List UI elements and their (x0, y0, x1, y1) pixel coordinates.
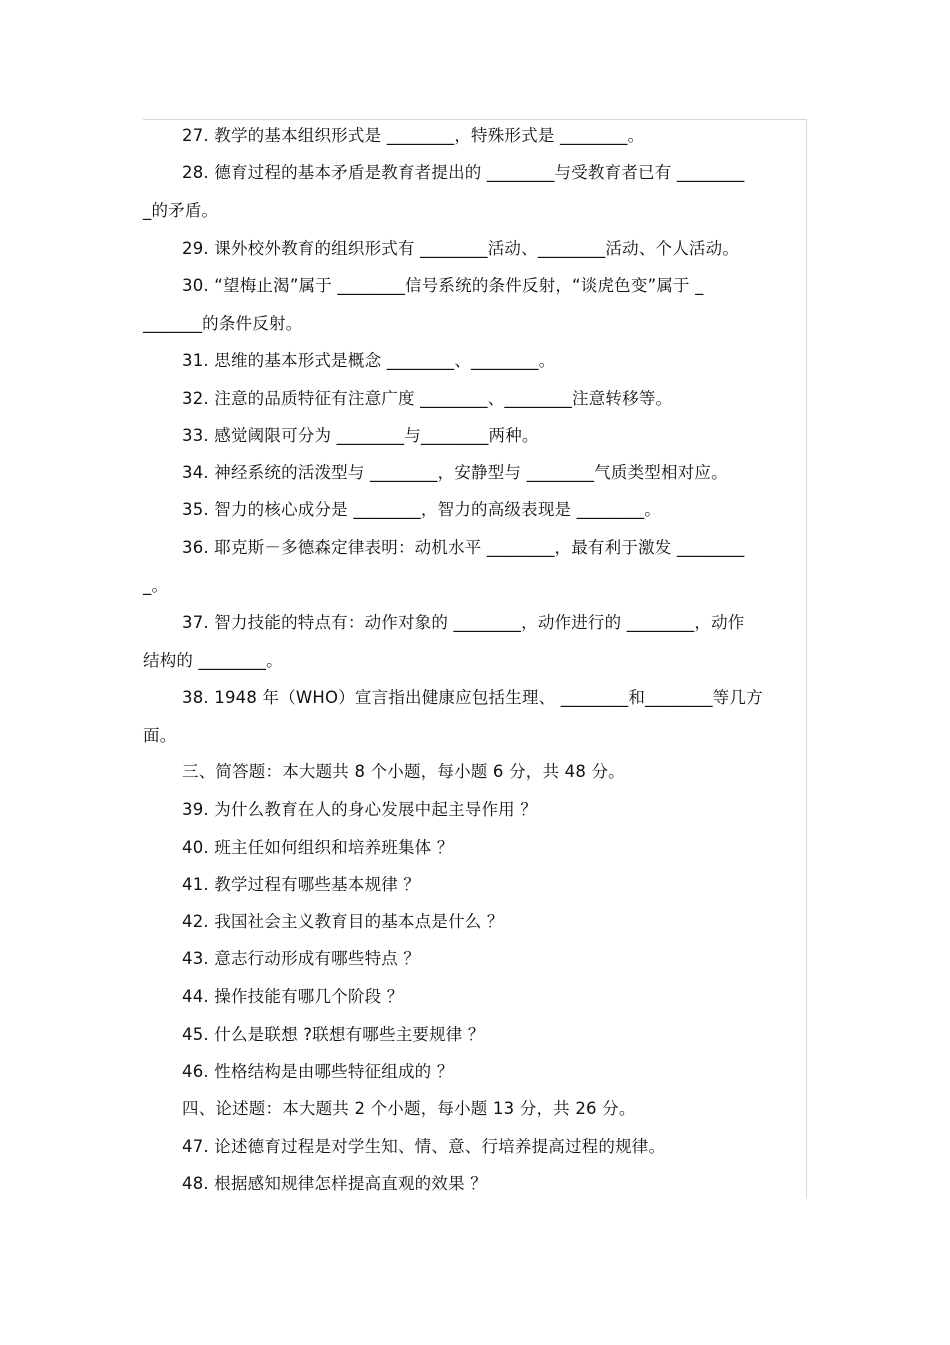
question-42: 42. 我国社会主义教育目的基本点是什么 ？ (182, 912, 504, 931)
question-35: 35. 智力的核心成分是 ________，智力的高级表现是 ________。 (182, 500, 661, 519)
question-41: 41. 教学过程有哪些基本规律 ？ (182, 875, 421, 894)
question-48: 48. 根据感知规律怎样提高直观的效果 ？ (182, 1174, 487, 1193)
page-border-top (143, 119, 807, 120)
question-30: 30. “望梅止渴”属于 ________信号系统的条件反射，“谈虎色变”属于 _ (182, 276, 704, 295)
question-43: 43. 意志行动形成有哪些特点 ？ (182, 949, 421, 968)
page-border-right (806, 119, 807, 1199)
question-39: 39. 为什么教育在人的身心发展中起主导作用 ？ (182, 800, 538, 819)
question-38: 38. 1948 年（WHO）宣言指出健康应包括生理、 ________和________等几方 (182, 688, 763, 707)
question-40: 40. 班主任如何组织和培养班集体 ？ (182, 838, 454, 857)
question-34: 34. 神经系统的活泼型与 ________，安静型与 ________气质类型相对应。 (182, 463, 728, 482)
question-37-continued: 结构的 ________。 (143, 651, 283, 670)
section-short-answer-heading: 三、简答题：本大题共 8 个小题，每小题 6 分，共 48 分。 (182, 762, 625, 781)
question-27: 27. 教学的基本组织形式是 ________，特殊形式是 ________。 (182, 126, 645, 145)
question-28-continued: _的矛盾。 (143, 201, 219, 220)
question-37: 37. 智力技能的特点有：动作对象的 ________，动作进行的 ________，动作 (182, 613, 745, 632)
question-29: 29. 课外校外教育的组织形式有 ________活动、________活动、个人活动。 (182, 239, 740, 258)
question-28: 28. 德育过程的基本矛盾是教育者提出的 ________与受教育者已有 ________ (182, 163, 745, 182)
question-36-continued: _。 (143, 576, 169, 595)
question-36: 36. 耶克斯－多德森定律表明：动机水平 ________，最有利于激发 ________ (182, 538, 745, 557)
question-33: 33. 感觉阈限可分为 ________与________两种。 (182, 426, 539, 445)
question-47: 47. 论述德育过程是对学生知、情、意、行培养提高过程的规律。 (182, 1137, 666, 1156)
question-46: 46. 性格结构是由哪些特征组成的 ？ (182, 1062, 454, 1081)
question-32: 32. 注意的品质特征有注意广度 ________、________注意转移等。 (182, 389, 673, 408)
section-essay-heading: 四、论述题：本大题共 2 个小题，每小题 13 分，共 26 分。 (182, 1099, 636, 1118)
question-44: 44. 操作技能有哪几个阶段 ？ (182, 987, 404, 1006)
question-38-continued: 面。 (143, 726, 177, 745)
question-31: 31. 思维的基本形式是概念 ________、________。 (182, 351, 556, 370)
question-30-continued: _______的条件反射。 (143, 314, 303, 333)
question-45: 45. 什么是联想 ?联想有哪些主要规律 ？ (182, 1025, 485, 1044)
